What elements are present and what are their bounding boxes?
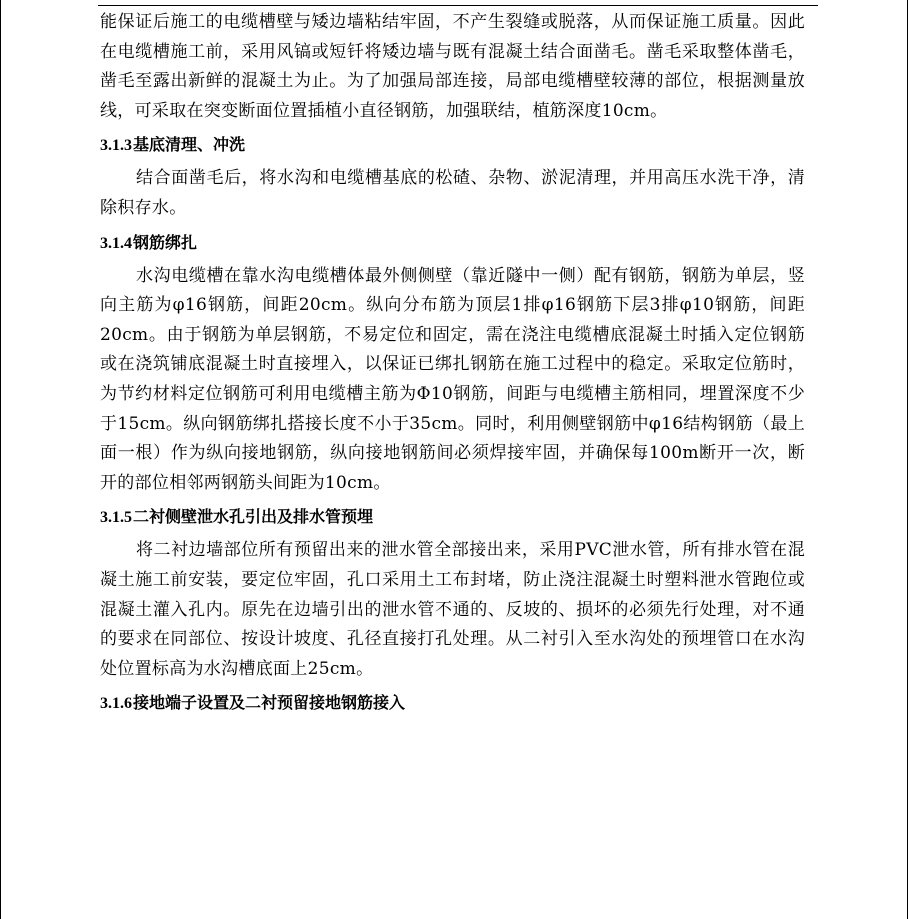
section-number: 3.1.5 [100, 509, 132, 527]
document-body [100, 8, 805, 722]
section-title: 基底清理、冲洗 [133, 135, 246, 155]
section-heading-3-1-5 [100, 498, 805, 536]
paragraph-3-1-4: 水沟电缆槽在靠水沟电缆槽体最外侧侧壁（靠近隧中一侧）配有钢筋，钢筋为单层，竖向主筋为φ16钢筋，间距20cm。纵向分布筋为顶层1排φ16钢筋下层3排φ10钢筋，间距20cm。由于钢筋为单层钢筋，不易定位和固定，需在浇注电缆槽底混凝土时插入定位钢筋或在浇筑铺底混凝土时直接埋入，以保证已绑扎钢筋在施工过程中的稳定。采取定位筋时，为节约材料定位钢筋可利用电缆槽主筋为Φ10钢筋，间距与电缆槽主筋相同，埋置深度不少于15cm。纵向钢筋绑扎搭接长度不小于35cm。同时，利用侧壁钢筋中φ16结构钢筋（最上面一根）作为纵向接地钢筋，纵向接地钢筋间必须焊接牢固，并确保每100m断开一次，断开的部位相邻两钢筋头间距为10cm。 [100, 265, 805, 493]
header-rule [98, 5, 818, 6]
section-title: 二衬侧壁泄水孔引出及排水管预埋 [133, 507, 374, 527]
section-heading-3-1-6 [100, 684, 805, 722]
paragraph-intro: 能保证后施工的电缆槽壁与矮边墙粘结牢固，不产生裂缝或脱落，从而保证施工质量。因此在电缆槽施工前，采用风镐或短钎将矮边墙与既有混凝土结合面凿毛。凿毛采取整体凿毛，凿毛至露出新鲜的混凝土为止。为了加强局部连接，局部电缆槽壁较薄的部位，根据测量放线，可采取在突变断面位置插植小直径钢筋，加强联结，植筋深度10cm。 [100, 12, 805, 121]
section-heading-3-1-3 [100, 126, 805, 164]
section-title: 接地端子设置及二衬预留接地钢筋接入 [133, 693, 406, 713]
section-title: 钢筋绑扎 [133, 232, 198, 252]
paragraph-3-1-5: 将二衬边墙部位所有预留出来的泄水管全部接出来，采用PVC泄水管，所有排水管在混凝土施工前安装，要定位牢固，孔口采用土工布封堵，防止浇注混凝土时塑料泄水管跑位或混凝土灌入孔内。原先在边墙引出的泄水管不通的、反坡的、损坏的必须先行处理，对不通的要求在同部位、按设计坡度、孔径直接打孔处理。从二衬引入至水沟处的预埋管口在水沟处位置标高为水沟槽底面上25cm。 [100, 540, 805, 679]
section-number: 3.1.3 [100, 137, 132, 155]
section-heading-3-1-4 [100, 224, 805, 262]
section-number: 3.1.6 [100, 695, 132, 713]
paragraph-3-1-3: 结合面凿毛后，将水沟和电缆槽基底的松碴、杂物、淤泥清理，并用高压水洗干净，清除积存水。 [100, 168, 805, 218]
section-number: 3.1.4 [100, 234, 132, 252]
